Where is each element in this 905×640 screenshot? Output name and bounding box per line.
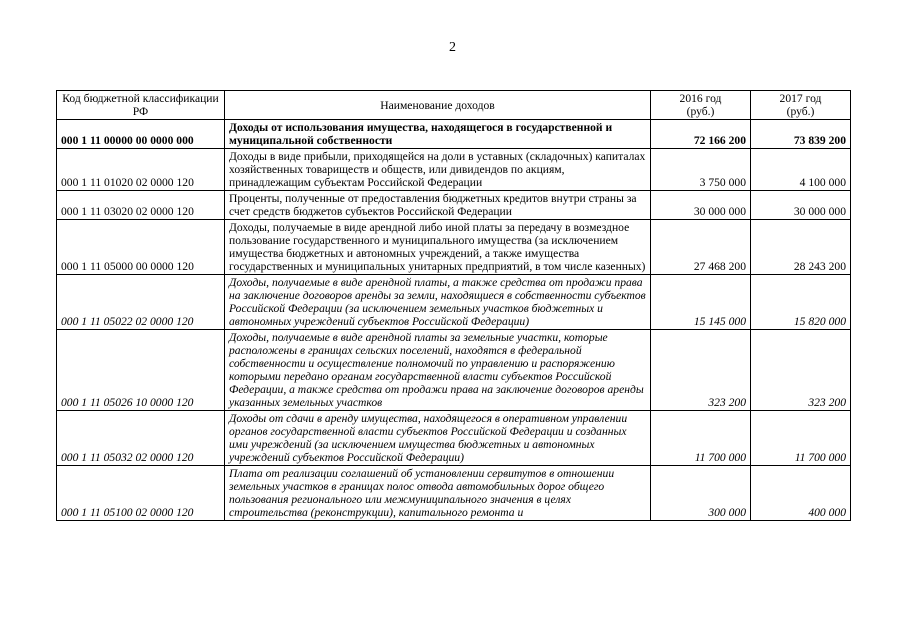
row-code: 000 1 11 05022 02 0000 120 [57,275,225,330]
row-name: Проценты, полученные от предоставления бюджетных кредитов внутри страны за счет средств бюджетов субъектов Российской Федерации [225,191,651,220]
row-name: Доходы от сдачи в аренду имущества, находящегося в оперативном управлении органов государственной власти субъектов Российской Федерации и созданных ими учреждений (за исключением имущества бюджетных и автономных учреждений субъектов Российской Федерации) [225,411,651,466]
row-code: 000 1 11 03020 02 0000 120 [57,191,225,220]
table-row [57,149,851,191]
header-2017-unit: (руб.) [786,105,815,118]
row-value-2016: 3 750 000 [651,149,751,191]
table-row [57,191,851,220]
row-value-2017: 30 000 000 [751,191,851,220]
row-code: 000 1 11 05026 10 0000 120 [57,330,225,411]
row-value-2016: 11 700 000 [651,411,751,466]
income-table [56,90,851,521]
row-name: Доходы в виде прибыли, приходящейся на доли в уставных (складочных) капиталах хозяйственных товариществ и обществ, или дивидендов по акциям, принадлежащим субъектам Российской Федерации [225,149,651,191]
table-row [57,330,851,411]
row-value-2016: 300 000 [651,466,751,521]
header-2016 [651,91,751,120]
header-name: Наименование доходов [225,91,651,120]
row-name: Доходы от использования имущества, находящегося в государственной и муниципальной собственности [225,120,651,149]
table-row [57,466,851,521]
table-row [57,411,851,466]
row-value-2017: 15 820 000 [751,275,851,330]
row-code: 000 1 11 05032 02 0000 120 [57,411,225,466]
row-value-2017: 11 700 000 [751,411,851,466]
row-value-2016: 27 468 200 [651,220,751,275]
row-name: Доходы, получаемые в виде арендной платы за земельные участки, которые расположены в границах сельских поселений, находятся в федеральной собственности и осуществление полномочий по управлению и распоряжению которыми передано органам государственной власти субъектов Российской Федерации, а также средства от продажи права на заключение договоров аренды указанных земельных участков [225,330,651,411]
table-row [57,220,851,275]
row-value-2017: 4 100 000 [751,149,851,191]
row-name: Плата от реализации соглашений об установлении сервитутов в отношении земельных участков в границах полос отвода автомобильных дорог общего пользования регионального или межмуниципального значения в целях строительства (реконструкции), капитального ремонта и [225,466,651,521]
row-value-2017: 73 839 200 [751,120,851,149]
header-code: Код бюджетной классификации РФ [57,91,225,120]
row-code: 000 1 11 00000 00 0000 000 [57,120,225,149]
row-code: 000 1 11 05000 00 0000 120 [57,220,225,275]
row-code: 000 1 11 05100 02 0000 120 [57,466,225,521]
table-header-row [57,91,851,120]
row-value-2017: 400 000 [751,466,851,521]
header-2017-year: 2017 год [779,92,822,105]
row-value-2016: 30 000 000 [651,191,751,220]
row-value-2017: 323 200 [751,330,851,411]
row-value-2016: 323 200 [651,330,751,411]
row-name: Доходы, получаемые в виде арендной либо иной платы за передачу в возмездное пользование государственного и муниципального имущества (за исключением имущества бюджетных и автономных учреждений, а также имущества государственных и муниципальных унитарных предприятий, в том числе казенных) [225,220,651,275]
row-name: Доходы, получаемые в виде арендной платы, а также средства от продажи права на заключение договоров аренды за земли, находящиеся в собственности субъектов Российской Федерации (за исключением земельных участков бюджетных и автономных учреждений субъектов Российской Федерации) [225,275,651,330]
row-value-2016: 15 145 000 [651,275,751,330]
row-code: 000 1 11 01020 02 0000 120 [57,149,225,191]
table-row [57,120,851,149]
row-value-2017: 28 243 200 [751,220,851,275]
page-number: 2 [449,40,456,55]
header-2016-unit: (руб.) [686,105,715,118]
table-row [57,275,851,330]
header-2016-year: 2016 год [679,92,722,105]
header-2017 [751,91,851,120]
row-value-2016: 72 166 200 [651,120,751,149]
